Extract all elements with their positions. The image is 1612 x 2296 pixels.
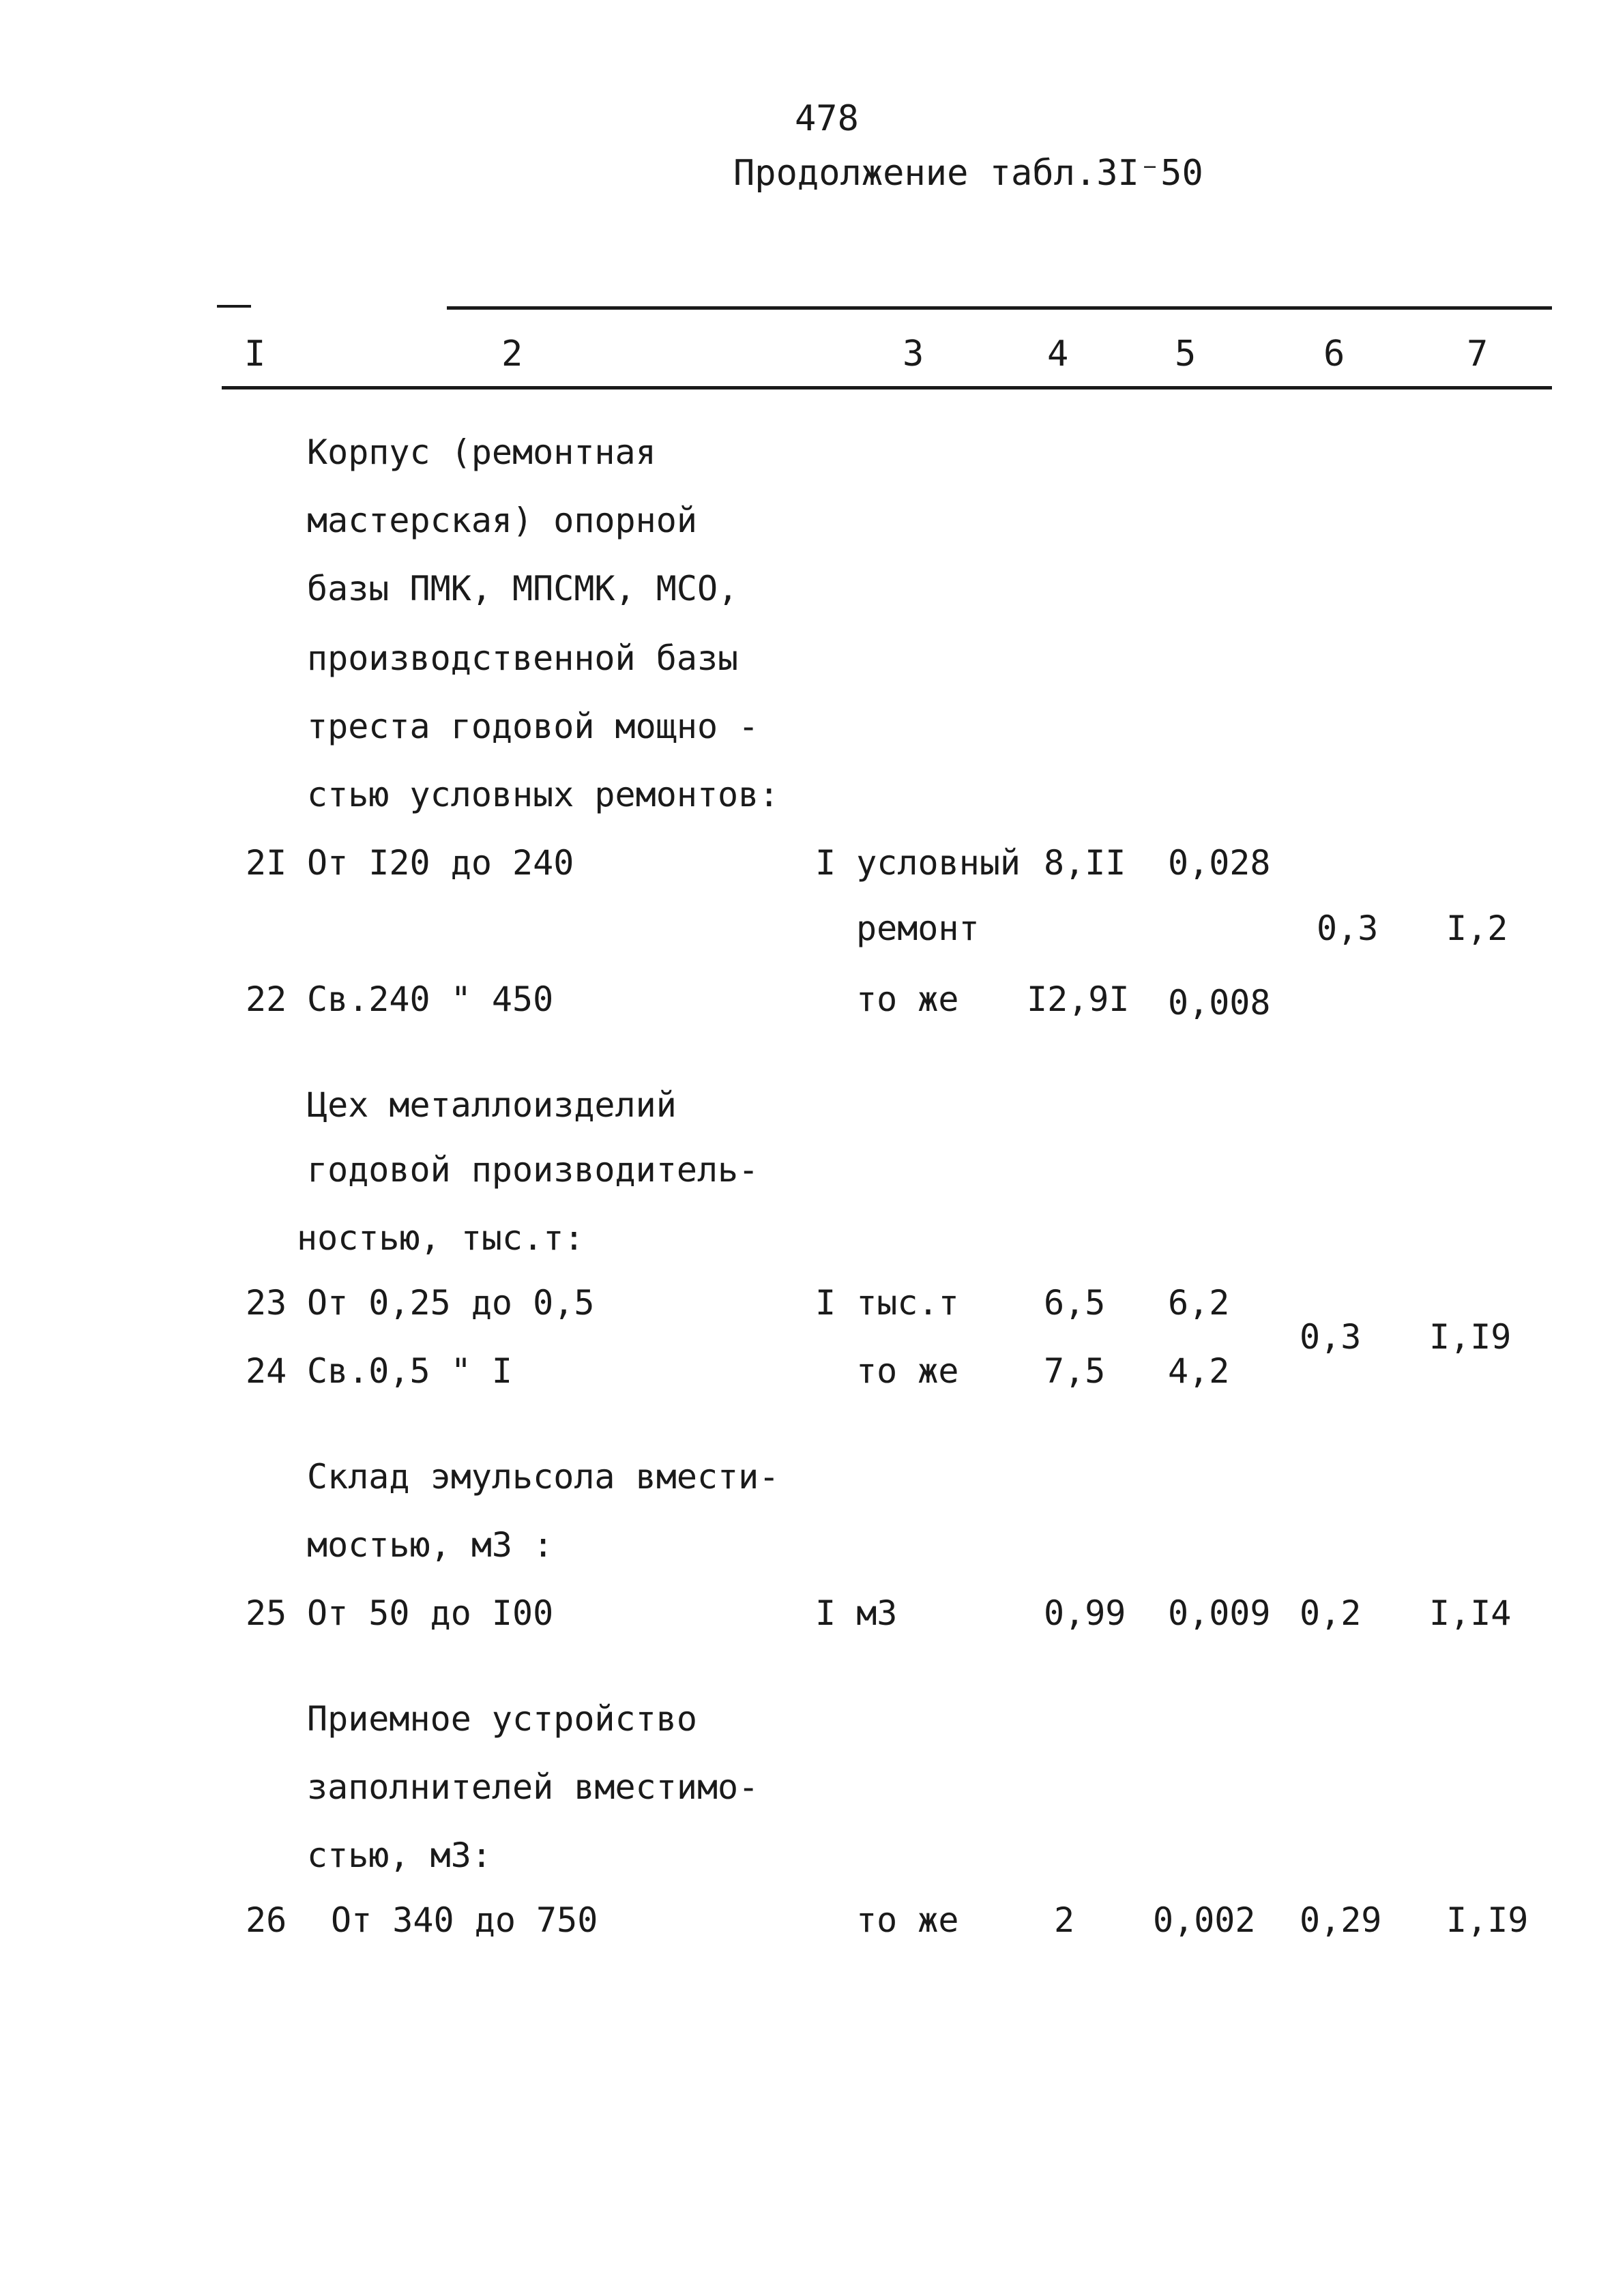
group1-line: производственной базы	[307, 638, 739, 678]
column-header-1: I	[244, 334, 266, 374]
row-col6: 0,29	[1300, 1900, 1382, 1940]
row-description: От 340 до 750	[331, 1900, 598, 1940]
column-header-6: 6	[1323, 334, 1345, 374]
row-unit: то же	[856, 980, 959, 1019]
group4-line: заполнителей вместимо-	[307, 1767, 759, 1807]
row-unit: то же	[856, 1351, 959, 1391]
table-top-rule-short	[217, 305, 251, 308]
table-top-rule	[447, 306, 1552, 310]
row-col5: 0,009	[1168, 1593, 1271, 1633]
table-header-bottom-rule	[222, 386, 1552, 389]
row-description: Св.240 " 450	[307, 980, 554, 1019]
row-unit: I условный	[815, 843, 1021, 883]
row-col6: 0,2	[1300, 1593, 1362, 1633]
group3-line: Склад эмульсола вмести-	[307, 1457, 780, 1497]
row-unit-cont: ремонт	[856, 909, 980, 948]
row-col5: 4,2	[1168, 1351, 1230, 1391]
row-col7: I,I9	[1446, 1900, 1529, 1940]
column-header-2: 2	[501, 334, 523, 374]
group1-line: мастерская) опорной	[307, 501, 697, 540]
row-col5: 0,008	[1168, 983, 1271, 1022]
row-col4: 8,II	[1044, 843, 1126, 883]
row-description: От 0,25 до 0,5	[307, 1283, 595, 1323]
row-number: 25	[246, 1593, 287, 1633]
row-col5: 6,2	[1168, 1283, 1230, 1323]
group1-line: Корпус (ремонтная	[307, 432, 656, 472]
group4-line: Приемное устройство	[307, 1699, 697, 1739]
row-col4: I2,9I	[1027, 980, 1130, 1019]
group1-line: базы ПМК, МПСМК, МСО,	[307, 569, 739, 608]
row-description: От 50 до I00	[307, 1593, 554, 1633]
row-number: 24	[246, 1351, 287, 1391]
group1-line: треста годовой мощно -	[307, 707, 759, 746]
row-unit: I м3	[815, 1593, 898, 1633]
row-col4: 2	[1054, 1900, 1075, 1940]
group-col7: I,2	[1446, 909, 1508, 948]
row-col5: 0,002	[1153, 1900, 1256, 1940]
group-col6: 0,3	[1317, 909, 1379, 948]
row-description: Св.0,5 " I	[307, 1351, 513, 1391]
group4-line: стью, м3:	[307, 1836, 492, 1875]
group-col6: 0,3	[1300, 1317, 1362, 1357]
row-col4: 6,5	[1044, 1283, 1106, 1323]
column-header-5: 5	[1175, 334, 1197, 374]
column-header-7: 7	[1467, 334, 1489, 374]
row-number: 2I	[246, 843, 287, 883]
column-header-4: 4	[1047, 334, 1069, 374]
group2-line: ностью, тыс.т:	[297, 1218, 585, 1258]
row-col4: 7,5	[1044, 1351, 1106, 1391]
row-col5: 0,028	[1168, 843, 1271, 883]
row-number: 23	[246, 1283, 287, 1323]
group3-line: мостью, м3 :	[307, 1525, 554, 1565]
row-col7: I,I4	[1429, 1593, 1512, 1633]
row-description: От I20 до 240	[307, 843, 574, 883]
column-header-3: 3	[903, 334, 924, 374]
group-col7: I,I9	[1429, 1317, 1512, 1357]
continuation-title: Продолжение табл.3I⁻50	[733, 153, 1203, 194]
page-number: 478	[795, 98, 859, 139]
group1-line: стью условных ремонтов:	[307, 775, 780, 814]
row-unit: I тыс.т	[815, 1283, 959, 1323]
row-col4: 0,99	[1044, 1593, 1126, 1633]
group2-line: Цех металлоизделий	[307, 1085, 677, 1125]
row-number: 22	[246, 980, 287, 1019]
row-unit: то же	[856, 1900, 959, 1940]
group2-line: годовой производитель-	[307, 1150, 759, 1190]
row-number: 26	[246, 1900, 287, 1940]
